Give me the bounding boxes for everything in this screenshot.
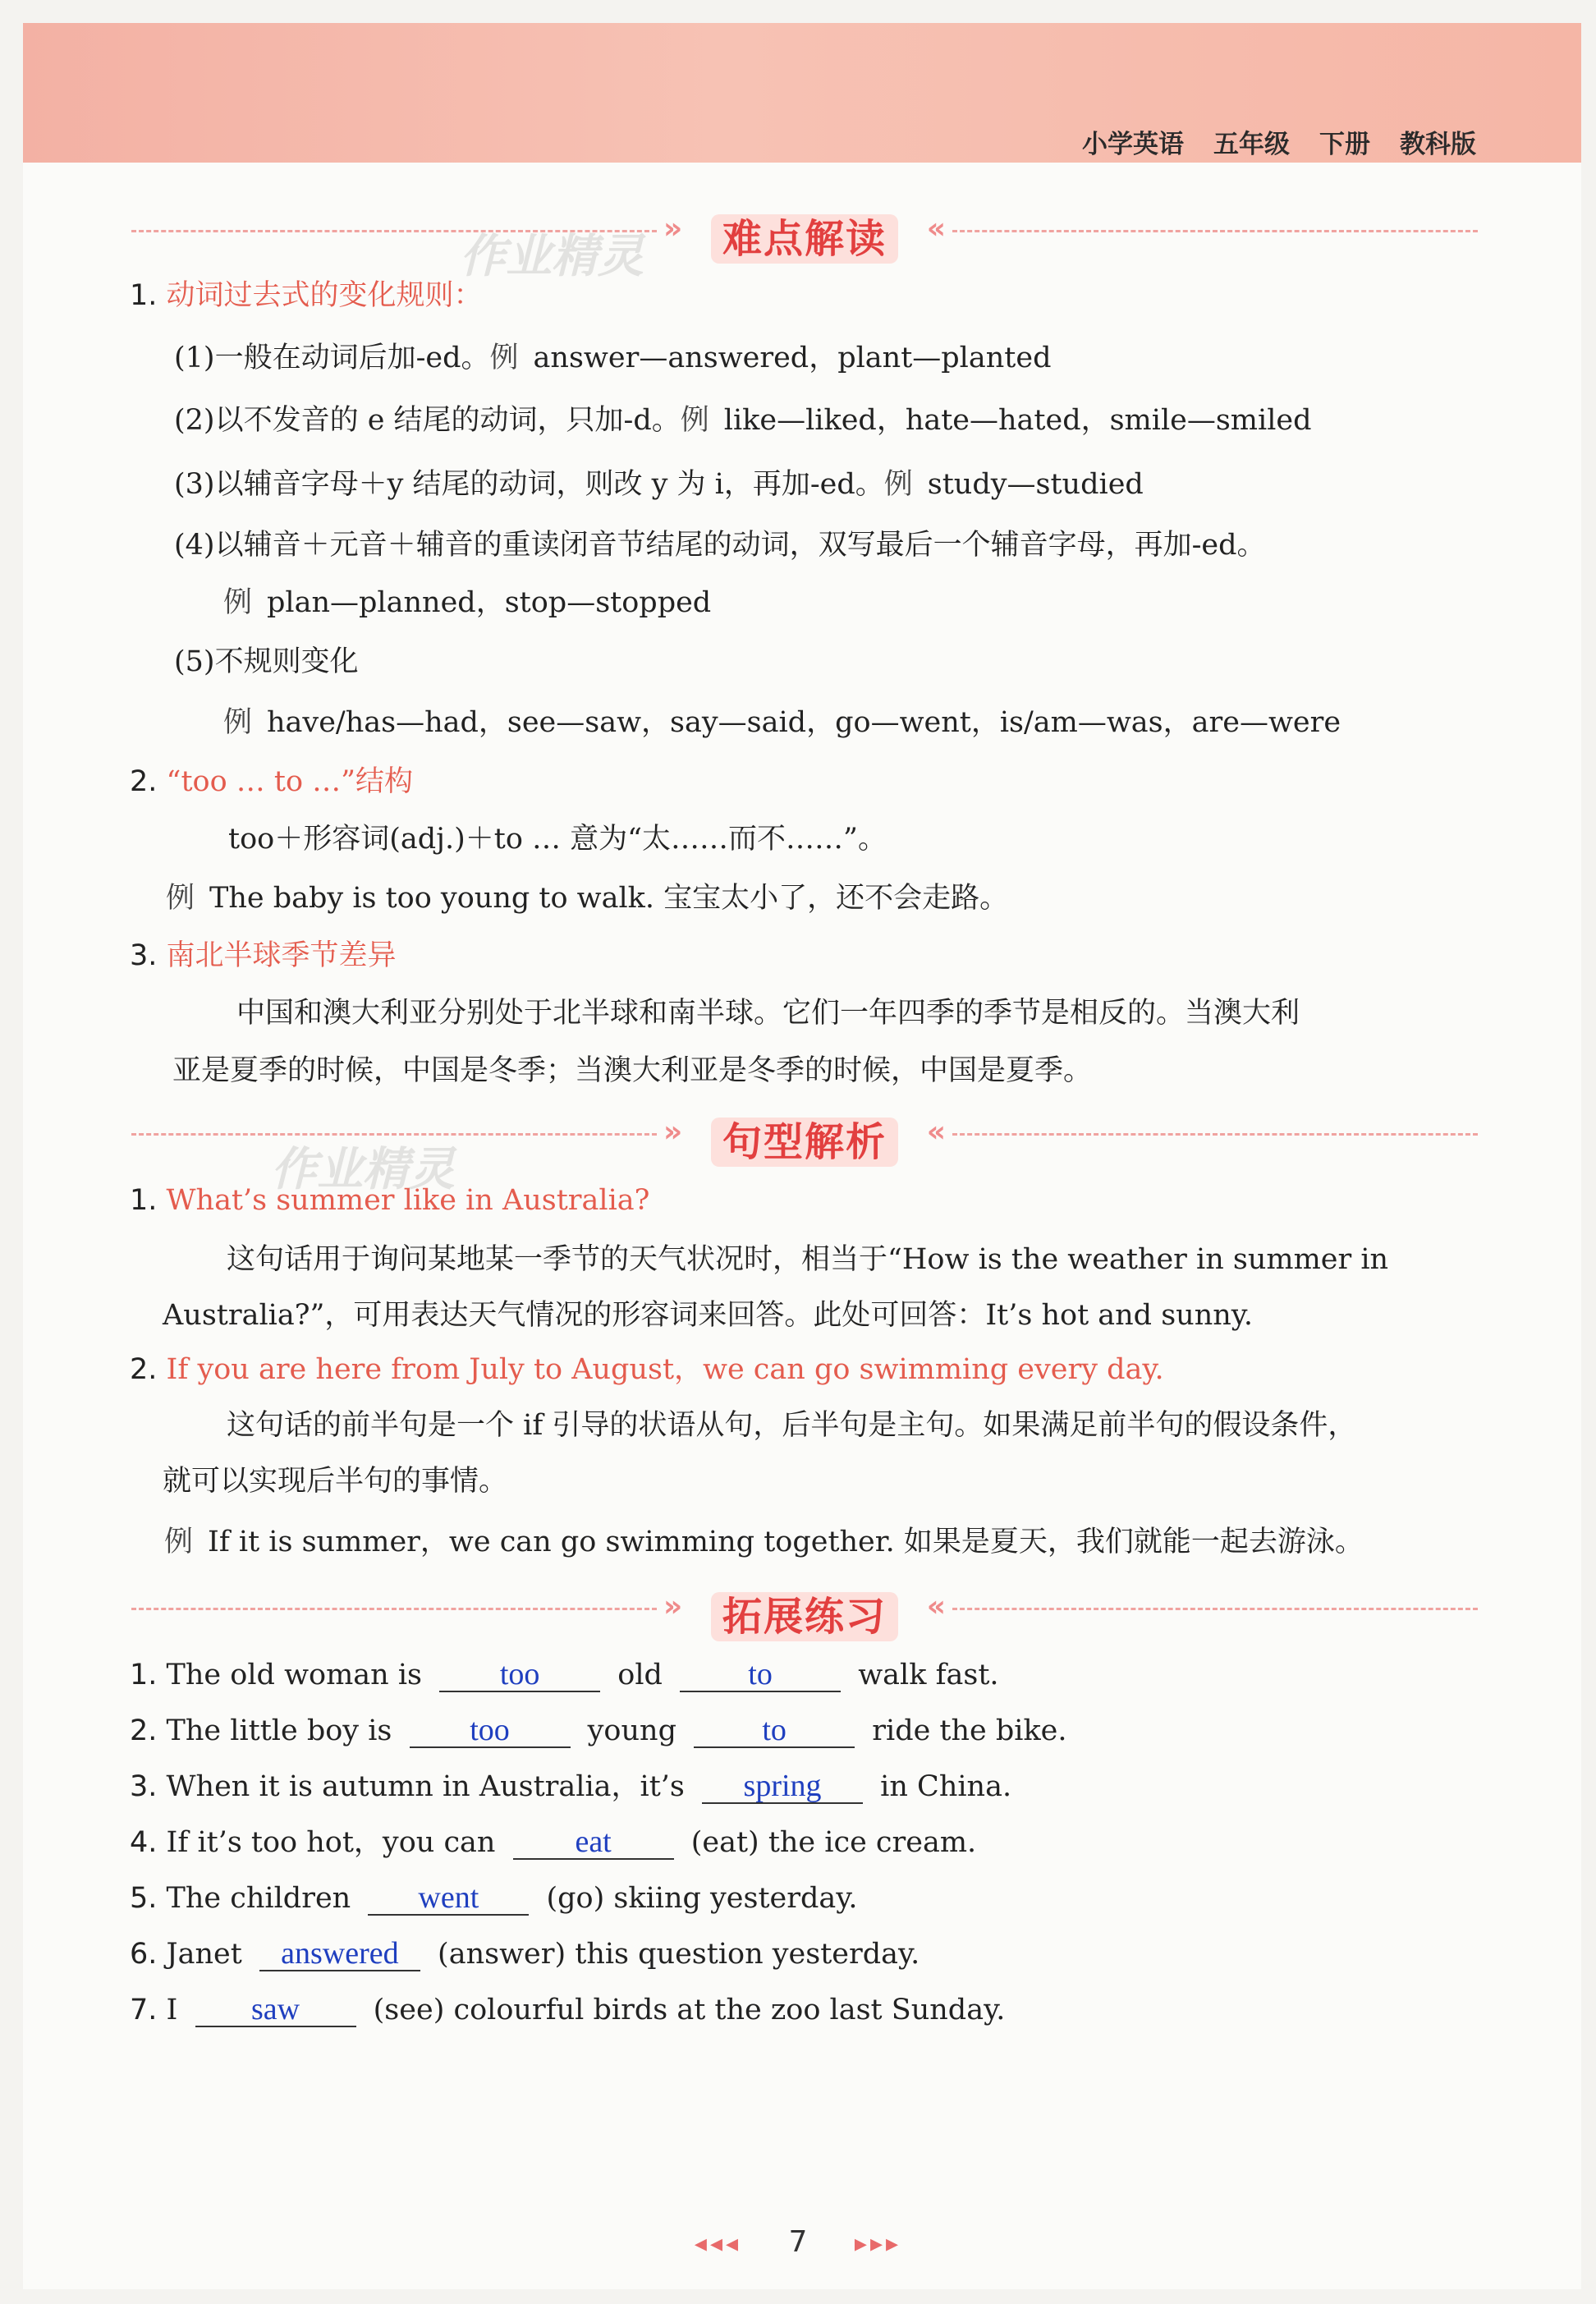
exercise-5: 5. The children went (go) skiing yesterday. (130, 1880, 858, 1915)
book-series-label (1082, 123, 1476, 160)
difficulty-heading: 南北半球季节差异 (166, 939, 397, 972)
rule-4-example: 例 plan—planned，stop—stopped (223, 586, 712, 619)
answer-blank[interactable]: too (439, 1658, 600, 1692)
answer-blank[interactable]: spring (702, 1769, 863, 1804)
sentence-heading: If you are here from July to August，we can go swimming every day. (166, 1353, 1164, 1386)
rule-3: (3)以辅音字母＋y 结尾的动词，则改 y 为 i，再加-ed。例 study—studied (174, 468, 1144, 501)
rule-5-example: 例 have/has—had，see—saw，say—said，go—went，is/am—was，are—were (223, 706, 1341, 739)
exercise-4: 4. If it’s too hot，you can eat (eat) the ice cream. (130, 1824, 977, 1859)
example-marker: 例 (883, 468, 913, 501)
exercise-6: 6. Janet answered (answer) this question yesterday. (130, 1936, 920, 1971)
triple-chevron-left-icon: ◂◂◂ (694, 2229, 742, 2258)
double-chevron-right-icon: » (663, 212, 683, 246)
paragraph-line: 就可以实现后半句的事情。 (163, 1465, 508, 1498)
section-label: 句型解析 (711, 1118, 898, 1167)
answer-blank[interactable]: went (368, 1881, 529, 1916)
paragraph-line: 这句话用于询问某地某一季节的天气状况时，相当于“How is the weather in summer in (227, 1243, 1389, 1276)
divider (952, 230, 1478, 232)
section-label: 拓展练习 (711, 1592, 898, 1641)
page-footer (0, 2225, 1596, 2259)
sentence-item-2: 2. If you are here from July to August，we can go swimming every day. (130, 1353, 1164, 1386)
sentence-heading: What’s summer like in Australia? (166, 1184, 650, 1217)
example-marker: 例 (166, 882, 195, 915)
answer-blank[interactable]: to (680, 1658, 841, 1692)
rule-5: (5)不规则变化 (174, 645, 359, 678)
grade: 五年级 (1213, 130, 1290, 159)
answer-blank[interactable]: answered (259, 1937, 420, 1971)
difficulty-item-3: 3. 南北半球季节差异 (130, 939, 397, 972)
example-marker: 例 (680, 404, 709, 437)
example-marker: 例 (223, 586, 253, 619)
divider (952, 1133, 1478, 1136)
answer-blank[interactable]: saw (195, 1993, 356, 2027)
paragraph-line: 这句话的前半句是一个 if 引导的状语从句，后半句是主句。如果满足前半句的假设条件， (227, 1409, 1357, 1442)
exercise-3: 3. When it is autumn in Australia，it’s spring in China. (130, 1769, 1012, 1803)
too-to-formula: too＋形容词(adj.)＋to … 意为“太……而不……”。 (228, 823, 887, 856)
double-chevron-left-icon: « (926, 1115, 946, 1149)
sentence-example: 例 If it is summer，we can go swimming together. 如果是夏天，我们就能一起去游泳。 (164, 1526, 1364, 1558)
too-to-example: 例 The baby is too young to walk. 宝宝太小了，还不会走路。 (166, 882, 1009, 915)
example-marker: 例 (164, 1526, 194, 1558)
difficulty-heading: “too … to …”结构 (166, 765, 414, 798)
exercise-1: 1. The old woman is too old to walk fast. (130, 1657, 999, 1691)
difficulty-item-1: 1. 动词过去式的变化规则： (130, 279, 483, 312)
paragraph-line: Australia?”，可用表达天气情况的形容词来回答。此处可回答：It’s hot and sunny. (163, 1299, 1254, 1332)
double-chevron-left-icon: « (926, 212, 946, 246)
answer-blank[interactable]: eat (513, 1825, 674, 1860)
double-chevron-right-icon: » (663, 1590, 683, 1623)
section-label: 难点解读 (711, 214, 898, 264)
answer-blank[interactable]: to (694, 1714, 855, 1748)
rule-2: (2)以不发音的 e 结尾的动词，只加-d。例 like—liked，hate—hated，smile—smiled (174, 404, 1312, 437)
rule-4: (4)以辅音＋元音＋辅音的重读闭音节结尾的动词，双写最后一个辅音字母，再加-ed。 (174, 529, 1266, 562)
paragraph-line: 亚是夏季的时候，中国是冬季；当澳大利亚是冬季的时候，中国是夏季。 (172, 1054, 1093, 1087)
subject: 小学英语 (1082, 130, 1184, 159)
rule-1: (1)一般在动词后加-ed。例 answer—answered，plant—planted (174, 342, 1052, 374)
divider (952, 1608, 1478, 1610)
sentence-item-1: 1. What’s summer like in Australia? (130, 1184, 650, 1217)
paragraph-line: 中国和澳大利亚分别处于北半球和南半球。它们一年四季的季节是相反的。当澳大利 (236, 997, 1300, 1030)
section-title-exercises (131, 1585, 1478, 1640)
triple-chevron-right-icon: ▸▸▸ (854, 2229, 902, 2258)
example-marker: 例 (489, 342, 519, 374)
difficulty-item-2: 2. “too … to …”结构 (130, 765, 414, 798)
watermark: 作业精灵 (271, 1143, 455, 1196)
double-chevron-left-icon: « (926, 1590, 946, 1623)
exercise-7: 7. I saw (see) colourful birds at the zoo last Sunday. (130, 1992, 1006, 2026)
volume: 下册 (1319, 130, 1370, 159)
exercise-2: 2. The little boy is too young to ride the bike. (130, 1713, 1067, 1747)
edition: 教科版 (1400, 130, 1476, 159)
page-number: 7 (788, 2225, 808, 2259)
double-chevron-right-icon: » (663, 1115, 683, 1149)
example-marker: 例 (223, 706, 253, 739)
watermark: 作业精灵 (460, 230, 644, 283)
difficulty-heading: 动词过去式的变化规则： (166, 279, 483, 312)
answer-blank[interactable]: too (410, 1714, 571, 1748)
